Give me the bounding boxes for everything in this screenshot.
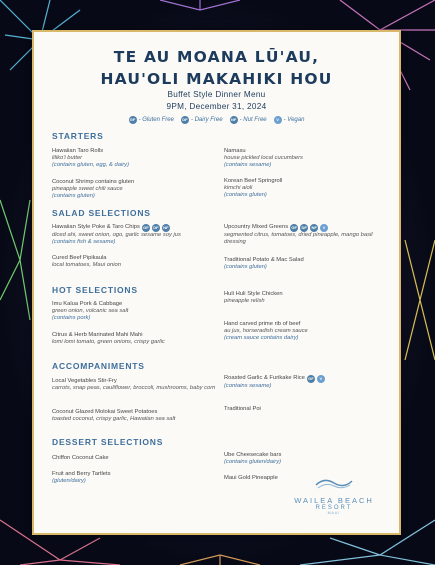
- menu-item-stir-fry: Local Vegetables Stir-Fry carrots, snap peas, cauliflower, broccoli, mushrooms, baby corn: [52, 378, 216, 392]
- menu-item-taro-rolls: Hawaiian Taro Rolls liliko'i butter (contains gluten, egg, & dairy): [52, 148, 130, 169]
- menu-item-coconut-shrimp: Coconut Shrimp contains gluten pineapple sweet chili sauce (contains gluten): [52, 179, 135, 200]
- menu-title-line1: TE AU MOANA LŪ'AU,: [113, 48, 320, 66]
- menu-item-chiffon-cake: Chiffon Coconut Cake: [52, 455, 109, 461]
- dairy-free-badge-icon: DF: [153, 225, 159, 230]
- legend-dairy-free: DF - Dairy Free: [182, 117, 223, 123]
- nut-free-badge-icon: NF: [230, 117, 237, 122]
- menu-item-kalua-pork: Imu Kalua Pork & Cabbage green onion, volcanic sea salt (contains pork): [52, 301, 129, 322]
- menu-item-huli-chicken: Huli Huli Style Chicken pineapple relish: [224, 291, 283, 305]
- menu-card: [32, 30, 401, 535]
- section-hot: HOT SELECTIONS: [52, 285, 138, 295]
- resort-logo: [284, 476, 384, 515]
- gluten-free-badge-icon: GF: [308, 376, 314, 381]
- nut-free-badge-icon: NF: [163, 225, 169, 230]
- menu-item-mac-salad: Traditional Potato & Mac Salad (contains gluten): [224, 257, 304, 271]
- logo-resort: RESORT: [315, 505, 353, 511]
- vegan-badge-icon: V: [320, 224, 328, 232]
- menu-item-mahi: Citrus & Herb Marinated Mahi Mahi lomi lomi tomato, green onions, crispy garlic: [52, 332, 165, 346]
- menu-item-poke: Hawaiian Style Poke & Taro Chips GF DF NF diced ahi, sweet onion, ogo, garlic sesame soy jus (contains fish & sesame): [52, 224, 181, 246]
- legend-vegan: V - Vegan: [274, 116, 305, 124]
- section-salad: SALAD SELECTIONS: [52, 208, 151, 218]
- gluten-free-badge-icon: GF: [291, 225, 297, 230]
- legend-gluten-free: GF - Gluten Free: [129, 117, 174, 123]
- menu-item-tartlets: Fruit and Berry Tartlets (gluten/dairy): [52, 471, 111, 485]
- wave-logo-icon: [314, 477, 354, 489]
- section-accompaniments: ACCOMPANIMENTS: [52, 361, 145, 371]
- legend-nut-free: NF - Nut Free: [230, 117, 267, 123]
- vegan-badge-icon: V: [317, 375, 325, 383]
- dairy-free-badge-icon: DF: [182, 117, 188, 122]
- menu-item-pineapple: Maui Gold Pineapple: [224, 475, 278, 481]
- menu-item-poi: Traditional Poi: [224, 406, 261, 412]
- menu-item-garlic-rice: Roasted Garlic & Furikake Rice GF V (contains sesame): [224, 375, 389, 390]
- gluten-free-badge-icon: GF: [143, 225, 149, 230]
- menu-item-prime-rib: Hand carved prime rib of beef au jus, horseradish cream sauce (cream sauce contains dairy): [224, 321, 308, 342]
- menu-subtitle: Buffet Style Dinner Menu: [167, 90, 266, 99]
- event-date: 9PM, December 31, 2024: [166, 102, 267, 111]
- menu-item-sweet-potatoes: Coconut Glazed Molokai Sweet Potatoes toasted coconut, crispy garlic, Hawaiian sea salt: [52, 409, 176, 423]
- vegan-badge-icon: V: [274, 116, 282, 124]
- dairy-free-badge-icon: DF: [301, 225, 307, 230]
- menu-item-pipikaula: Cured Beef Pipikaula local tomatoes, Maui onion: [52, 255, 121, 269]
- menu-item-springroll: Korean Beef Springroll kimchi aioli (contains gluten): [224, 178, 283, 199]
- logo-name: WAILEA BEACH: [294, 496, 374, 505]
- logo-location: MAUI: [327, 511, 341, 515]
- section-dessert: DESSERT SELECTIONS: [52, 437, 164, 447]
- dietary-legend: [34, 116, 399, 124]
- menu-title-line2: HAU'OLI MAKAHIKI HOU: [100, 70, 333, 88]
- menu-item-mixed-greens: Upcountry Mixed Greens GF DF NF V segmented citrus, tomatoes, dried pineapple, mango basil dressing: [224, 224, 373, 246]
- section-starters: STARTERS: [52, 131, 104, 141]
- gluten-free-badge-icon: GF: [129, 117, 136, 122]
- nut-free-badge-icon: NF: [311, 225, 317, 230]
- menu-item-namasu: Namasu house pickled local cucumbers (contains sesame): [224, 148, 303, 169]
- menu-item-ube-bars: Ube Cheesecake bars (contains gluten/dairy): [224, 452, 282, 466]
